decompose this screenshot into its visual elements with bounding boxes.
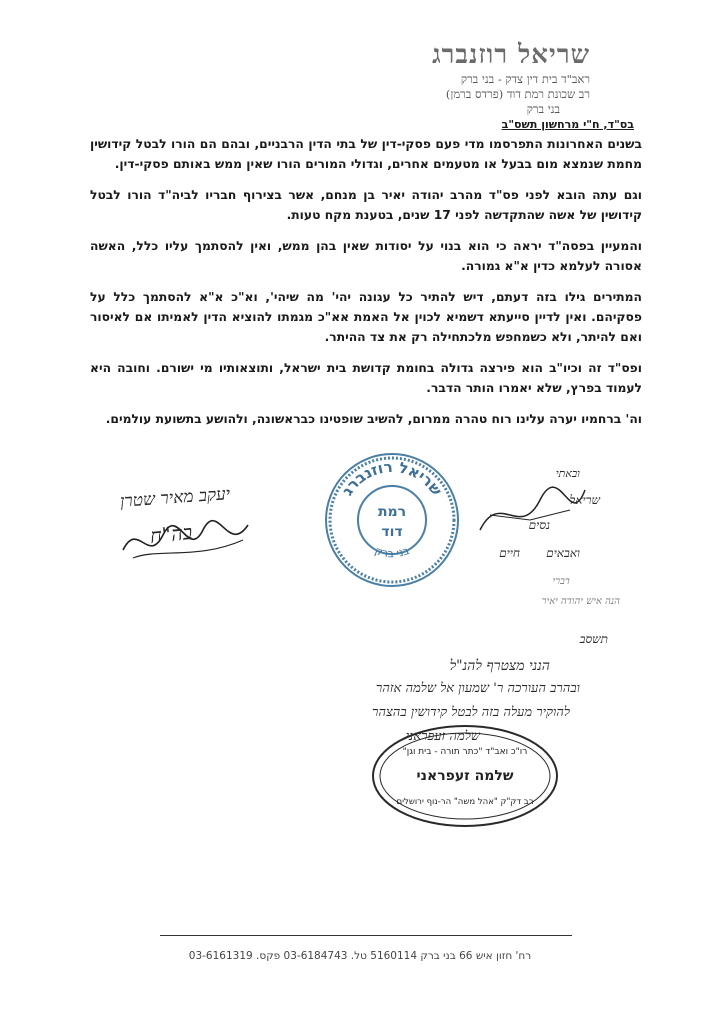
letter-body [90,134,642,440]
stamp-zafrani-line2: שלמה זעפראני [416,768,514,784]
handwriting-right-4: ואבאים [546,546,580,560]
handwriting-z-4: להוקיר מעלה בזה לבטל קידושין בהצהר [371,705,570,720]
stamp-rosenberg-center-2: דוד [381,524,403,540]
svg-text:בני ברק [373,544,411,560]
stamp-zafrani [370,724,560,829]
handwriting-right-7: הנה איש יהודה יאיר [541,596,620,607]
svg-text:שריאל רוזנברג [338,458,446,500]
letterhead-city: בני ברק [526,102,560,116]
stamp-rosenberg [322,450,462,590]
paragraph: וה' ברחמיו יערה עלינו רוח טהרה ממרום, להשיב שופטינו כבראשונה, ולהושע בתשועת עולמים. [105,412,642,426]
stamp-rosenberg-ring: שריאל רוזנברג [338,457,446,499]
footer-divider [160,935,572,936]
signature-scribble-left [118,510,258,570]
handwriting-right-6: דברי [552,576,570,587]
paragraph: בשנים האחרונות התפרסמו מדי פעם פסקי-דין של בתי הדין הרבניים, ובהם הם הורו לבטל קידושין מחמת שנמצא מום בבעל או מטעמים אחרים, וגדולי המורים הורו שאין ממש באותם פסקי-דין. [90,137,642,171]
paragraph: וגם עתה הובא לפני פס"ד מהרב יהודה יאיר בן מנחם, אשר בצירוף חבריו לביה"ד הורו לבטל קידושין של אשה שהתקדשה לפני 17 שנים, בטענת מקח טעות. [90,188,642,222]
letterhead-name: שריאל רוזנברג [432,40,590,70]
handwriting-z-3: ובהרב העורכה ר' שמעון אל שלמה אזהר [375,681,580,696]
handwriting-right-3: נסים [528,518,550,532]
handwriting-right-5: חיים [499,546,520,560]
letter-date: בס"ד, ח"י מרחשון תשס"ב [501,118,634,131]
stamp-rosenberg-center-1: רמת [377,504,407,520]
footer-address: רח' חזון איש 66 בני ברק 5160114 טל. 03-6184743 פקס. 03-6161319 [188,950,532,962]
paragraph: המתירים גילו בזה דעתם, דיש להתיר כל עגונה יהי' מה שיהי', וא"כ א"א להסתמך כלל על פסקיהם. ואין לדיין סייעתא דשמיא לכוין אל האמת אא"כ מגמתו להוציא הדין לאמיתו אם לאיסור ואם להיתר, ולא כשמחפש מלכתחילה רק את צד ההיתר. [90,290,642,344]
handwriting-z-2: הנני מצטרף להנ"ל [449,658,550,674]
paragraph: ופס"ד זה וכיו"ב הוא פירצה גדולה בחומת קדושת בית ישראל, ותוצאותיו מי ישורם. וחובה היא לעמוד בפרץ, שלא יאמרו הותר הדבר. [90,361,642,395]
stamp-zafrani-line3: רב דק"ק "אהל משה" הר-נוף ירושלים [396,797,534,807]
paragraph: והמעיין בפסה"ד יראה כי הוא בנוי על יסודות שאין בהן ממש, ואין להסתמך עליו כלל, האשה אסורה לעלמא כדין א"א גמורה. [90,239,642,273]
handwriting-z-1: תשסב [579,632,608,646]
letterhead-title: ראב"ד בית דין צדק - בני ברק [460,72,590,86]
handwriting-right-1: ובאתי [555,467,580,480]
stamp-rosenberg-bottom: בני ברק [372,543,412,561]
handwritten-signature-left-2: בה"ח [148,519,194,549]
handwriting-right-2: שריאל [569,493,600,507]
handwritten-signature-left: יעקב מאיר שטרן [119,484,231,512]
handwriting-z-5: שלמה זעפראני [405,729,480,744]
letterhead-community: רב שכונת רמת דוד (פרדס ברמן) [445,87,590,101]
stamp-zafrani-line1: רו"כ ואב"ד "כתר תורה - בית וגן" [402,747,528,757]
signature-scribble-stamp [470,470,590,550]
